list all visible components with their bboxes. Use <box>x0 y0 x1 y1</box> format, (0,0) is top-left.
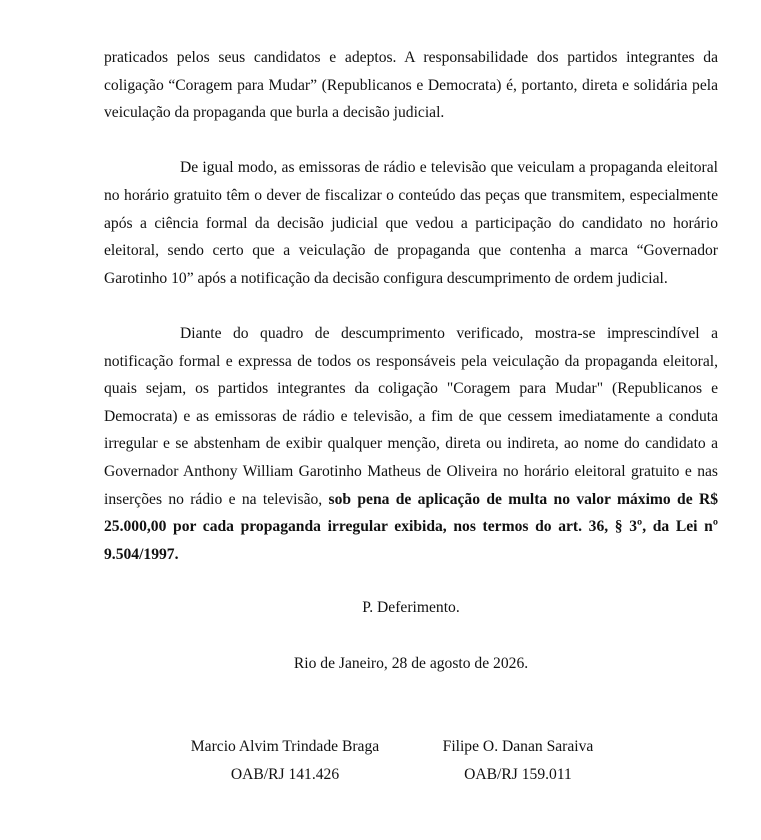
paragraph-1: praticados pelos seus candidatos e adeptos. A responsabilidade dos partidos integrantes da coligação “Coragem para Mudar” (Republicanos e Democrata) é, portanto, direta e solidária pela veiculação da propaganda que burla a decisão judicial. <box>104 49 718 122</box>
paragraph-3-text: Diante do quadro de descumprimento verificado, mostra-se imprescindível a notificação formal e expressa de todos os responsáveis pela veiculação da propaganda eleitoral, quais sejam, os partidos integrantes da coligação "Coragem para Mudar" (Republicanos e Democrata) e as emissoras de rádio e televisão, a fim de que cessem imediatamente a conduta irregular e se abstenham de exibir qualquer menção, direta ou indireta, ao nome do candidato a Governador Anthony William Garotinho Matheus de Oliveira no horário eleitoral gratuito e nas inserções no rádio e na televisão, <box>104 324 718 508</box>
signatory-name: Filipe O. Danan Saraiva <box>442 738 594 755</box>
signatory-oab: OAB/RJ 141.426 <box>230 765 340 783</box>
closing-request <box>104 594 718 622</box>
signature-block-1 <box>170 733 400 788</box>
signatory-oab: OAB/RJ 159.011 <box>464 765 572 783</box>
paragraph-2: De igual modo, as emissoras de rádio e televisão que veiculam a propaganda eleitoral no horário gratuito têm o dever de fiscalizar o conteúdo das peças que transmitem, especialmente após a ciência formal da decisão judicial que vedou a participação do candidato no horário eleitoral, sendo certo que a veiculação de propaganda que contenha a marca “Governador Garotinho 10” após a notificação da decisão configura descumprimento de ordem judicial. <box>104 159 718 287</box>
place-date-text: Rio de Janeiro, 28 de agosto de 2026. <box>293 655 529 672</box>
place-date <box>104 650 718 678</box>
signatory-name: Marcio Alvim Trindade Braga <box>190 738 380 755</box>
document-body <box>104 44 718 568</box>
signature-block-2 <box>420 733 616 788</box>
paragraph-3 <box>104 320 718 568</box>
closing-text: P. Deferimento. <box>362 599 460 616</box>
paragraph-3-bold-text: sob pena de aplicação de multa no valor máximo de R$ 25.000,00 por cada propaganda irregular exibida, nos termos do art. 36, § 3º, da Lei nº 9.504/1997. <box>104 490 718 563</box>
